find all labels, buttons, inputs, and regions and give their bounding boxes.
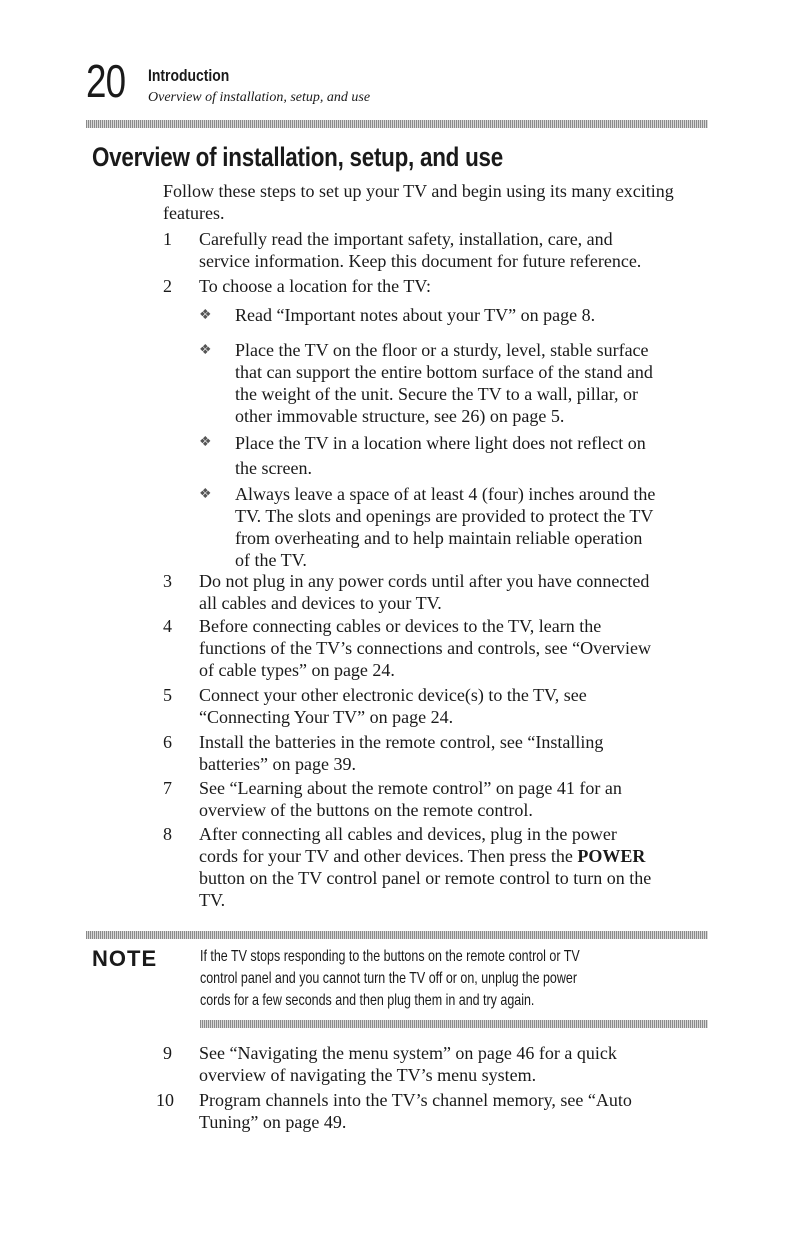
step-line: functions of the TV’s connections and controls, see “Overview: [199, 638, 652, 658]
step-line: batteries” on page 39.: [199, 754, 356, 774]
step-number: 6: [163, 732, 172, 752]
step-line: See “Navigating the menu system” on page 46 for a quick: [199, 1043, 617, 1063]
step-line: Install the batteries in the remote control, see “Installing: [199, 732, 604, 752]
bullet-line: other immovable structure, see 26) on page 5.: [235, 406, 565, 426]
step-line: To choose a location for the TV:: [199, 276, 432, 296]
step-line: “Connecting Your TV” on page 24.: [199, 707, 454, 727]
note-text: [200, 946, 668, 1012]
step-line: After connecting all cables and devices, plug in the power: [199, 824, 617, 844]
step-number: 5: [163, 685, 172, 705]
step-line: overview of the buttons on the remote control.: [199, 800, 533, 820]
step-number: 2: [163, 276, 172, 296]
step-number: 1: [163, 229, 172, 249]
step-number: 3: [163, 571, 172, 591]
bullet-line: that can support the entire bottom surface of the stand and: [235, 362, 653, 382]
bullet-line: of the TV.: [235, 550, 307, 570]
bullet-line: TV. The slots and openings are provided to protect the TV: [235, 506, 654, 526]
note-line: control panel and you cannot turn the TV off or on, unplug the power: [200, 970, 577, 987]
bullet-line: Always leave a space of at least 4 (four) inches around the: [235, 484, 656, 504]
diamond-bullet-icon: ❖: [199, 435, 212, 450]
step-line: all cables and devices to your TV.: [199, 593, 442, 613]
section-heading: Overview of installation, setup, and use: [92, 142, 503, 172]
section-subtitle: Overview of installation, setup, and use: [148, 90, 371, 105]
chapter-title: Introduction: [148, 66, 230, 85]
diamond-bullet-icon: ❖: [199, 308, 212, 323]
step-line: Connect your other electronic device(s) to the TV, see: [199, 685, 587, 705]
step-line: Do not plug in any power cords until after you have connected: [199, 571, 650, 591]
diamond-bullet-icon: ❖: [199, 487, 212, 502]
step-line: Carefully read the important safety, installation, care, and: [199, 229, 613, 249]
note-line: cords for a few seconds and then plug them in and try again.: [200, 992, 535, 1009]
bullet-line: Read “Important notes about your TV” on page 8.: [235, 305, 596, 325]
bullet-line: the weight of the unit. Secure the TV to a wall, pillar, or: [235, 384, 639, 404]
intro-paragraph: Follow these steps to set up your TV and begin using its many exciting features.: [163, 181, 674, 223]
bullet-line: from overheating and to help maintain reliable operation: [235, 528, 643, 548]
step-number: 8: [163, 824, 172, 844]
step-number: 9: [163, 1043, 172, 1063]
step-line: Tuning” on page 49.: [199, 1112, 347, 1132]
step-line: See “Learning about the remote control” on page 41 for an: [199, 778, 622, 798]
diamond-bullet-icon: ❖: [199, 343, 212, 358]
step-line: Program channels into the TV’s channel memory, see “Auto: [199, 1090, 632, 1110]
page-number: 20: [86, 55, 126, 107]
power-button-label: POWER: [577, 846, 646, 866]
bullet-line: the screen.: [235, 458, 312, 478]
step-line: overview of navigating the TV’s menu system.: [199, 1065, 537, 1085]
step-line: Before connecting cables or devices to the TV, learn the: [199, 616, 602, 636]
step-line: [199, 845, 699, 867]
note-line: If the TV stops responding to the buttons on the remote control or TV: [200, 948, 580, 965]
step-line: TV.: [199, 890, 226, 910]
step-line: of cable types” on page 24.: [199, 660, 395, 680]
header-rule: [86, 120, 708, 128]
bullet-line: Place the TV on the floor or a sturdy, level, stable surface: [235, 340, 649, 360]
step-number: 10: [156, 1090, 174, 1110]
step-line: service information. Keep this document for future reference.: [199, 251, 642, 271]
step-text: cords for your TV and other devices. Then press the: [199, 846, 578, 866]
bullet-line: Place the TV in a location where light does not reflect on: [235, 433, 646, 453]
note-label: NOTE: [92, 946, 158, 971]
note-bottom-rule: [200, 1020, 708, 1028]
note-top-rule: [86, 931, 708, 939]
step-number: 7: [163, 778, 172, 798]
step-line: button on the TV control panel or remote control to turn on the: [199, 868, 652, 888]
step-number: 4: [163, 616, 172, 636]
